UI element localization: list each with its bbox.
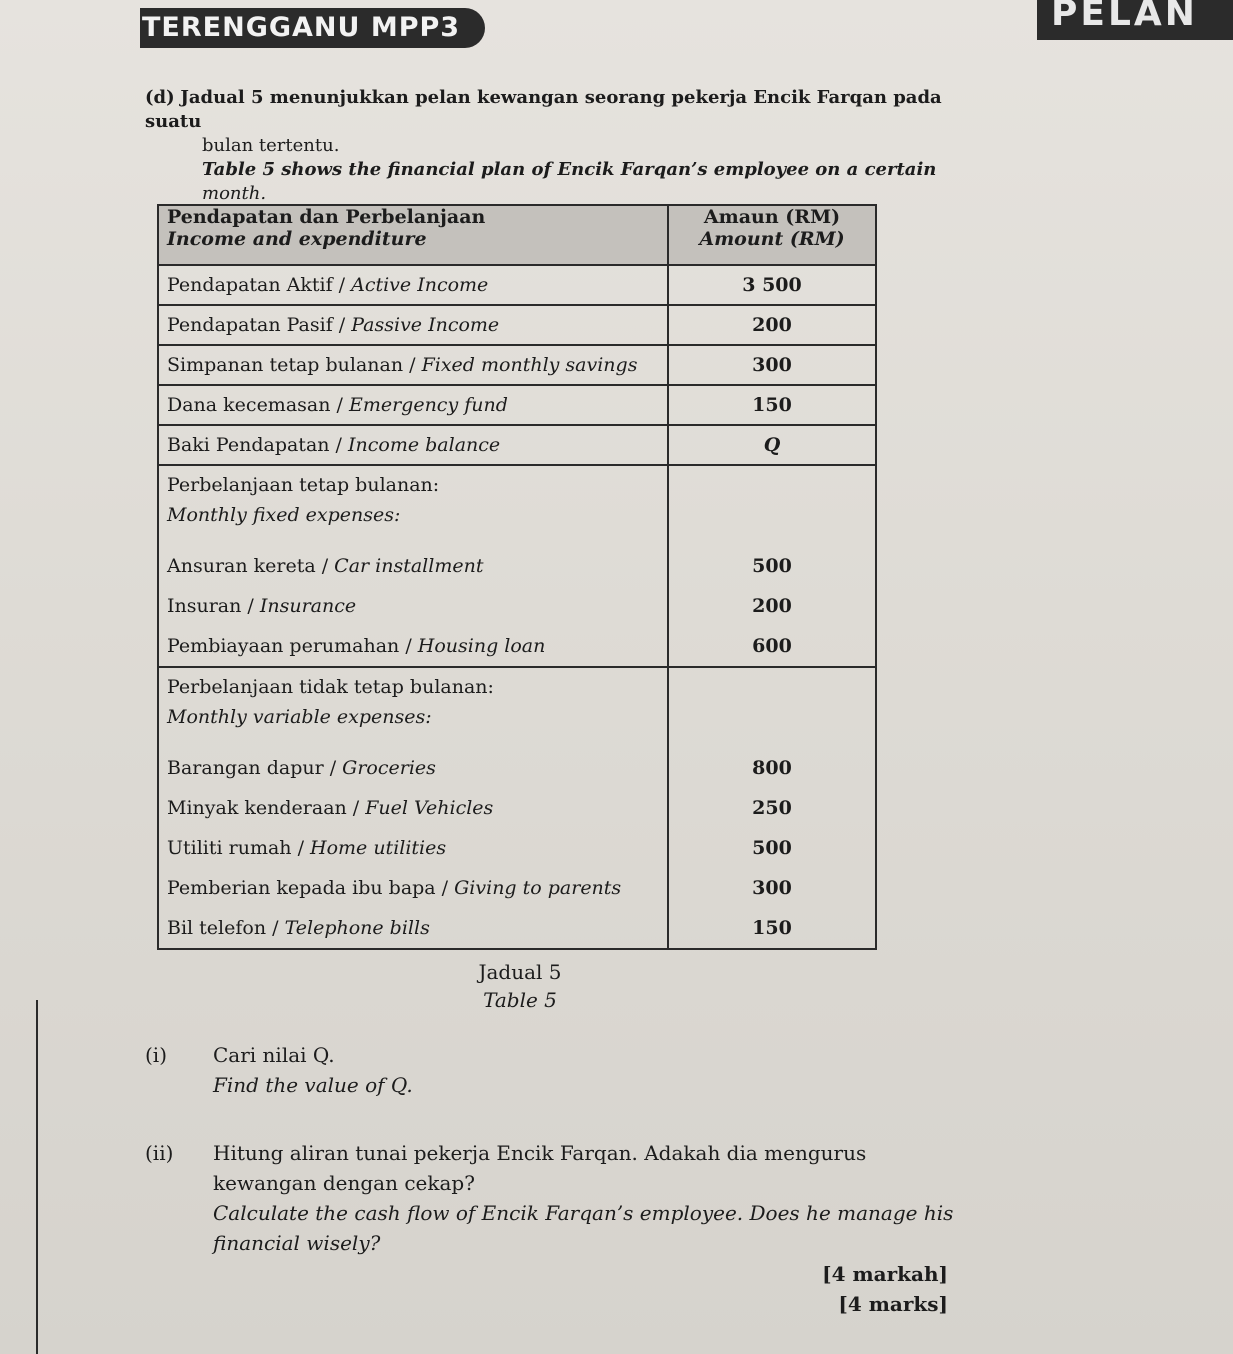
amount-value: 500 (752, 555, 792, 577)
item-malay: Pendapatan Aktif (167, 274, 333, 296)
header-section-title: PELAN (1037, 0, 1233, 40)
list-item: Minyak kenderaan / Fuel Vehicles (167, 797, 494, 819)
item-cell: Pendapatan Pasif / Passive Income (158, 305, 668, 345)
item-malay: Ansuran kereta (167, 555, 316, 577)
fixed-group-title-malay: Perbelanjaan tetap bulanan: (167, 474, 440, 496)
list-item: Ansuran kereta / Car installment (167, 555, 484, 577)
amount-value: 800 (752, 757, 792, 779)
header-amount-malay: Amaun (RM) (703, 206, 841, 228)
item-malay: Dana kecemasan (167, 394, 331, 416)
marks-english: [4 marks] (838, 1292, 948, 1316)
item-cell: Baki Pendapatan / Income balance (158, 425, 668, 465)
item-english: Fuel Vehicles (365, 797, 494, 819)
amount-cell: 150 (668, 385, 876, 425)
item-malay: Barangan dapur (167, 757, 324, 779)
header-amount-cell (668, 205, 876, 265)
header-school-title: TERENGGANU MPP3 (140, 8, 485, 48)
table-row (158, 425, 876, 465)
variable-expenses-group-row (158, 667, 876, 949)
amount-value: 300 (752, 877, 792, 899)
list-item: Bil telefon / Telephone bills (167, 917, 430, 939)
question-intro (145, 86, 975, 206)
header-amount-english: Amount (RM) (699, 228, 845, 250)
caption-malay: Jadual 5 (478, 960, 562, 984)
marks-malay: [4 markah] (822, 1262, 948, 1286)
item-english: Telephone bills (284, 917, 430, 939)
fixed-group-title-english: Monthly fixed expenses: (167, 504, 401, 526)
amount-cell: 200 (668, 305, 876, 345)
table-row (158, 345, 876, 385)
amount-value: 150 (752, 917, 792, 939)
intro-malay-line1: Jadual 5 menunjukkan pelan kewangan seorang pekerja Encik Farqan pada suatu (145, 87, 942, 132)
variable-group-title-english: Monthly variable expenses: (167, 706, 432, 728)
margin-line (36, 1000, 38, 1354)
item-malay: Bil telefon (167, 917, 267, 939)
table-header-row (158, 205, 876, 265)
financial-plan-table (157, 204, 877, 950)
intro-english-line1: Table 5 shows the financial plan of Encik Farqan’s employee on a certain (202, 159, 937, 180)
item-english: Giving to parents (454, 877, 622, 899)
amount-value: 500 (752, 837, 792, 859)
part-ii-number: (ii) (145, 1141, 174, 1165)
item-malay: Utiliti rumah (167, 837, 292, 859)
item-english: Active Income (351, 274, 489, 296)
part-ii-english: Calculate the cash flow of Encik Farqan’s employee. Does he manage his financial wisely? (213, 1201, 954, 1255)
item-english: Home utilities (310, 837, 447, 859)
part-ii-malay: Hitung aliran tunai pekerja Encik Farqan. Adakah dia mengurus kewangan dengan cekap? (213, 1141, 867, 1195)
item-english: Housing loan (417, 635, 546, 657)
item-english: Emergency fund (348, 394, 508, 416)
list-item: Utiliti rumah / Home utilities (167, 837, 447, 859)
part-i-english: Find the value of Q. (213, 1073, 413, 1097)
amount-cell: 3 500 (668, 265, 876, 305)
amount-value: 250 (752, 797, 792, 819)
intro-english-line2: month. (202, 183, 267, 204)
item-malay: Baki Pendapatan (167, 434, 330, 456)
item-english: Car installment (334, 555, 484, 577)
amount-value: 600 (752, 635, 792, 657)
item-english: Passive Income (351, 314, 500, 336)
part-i-number: (i) (145, 1043, 168, 1067)
table-row (158, 265, 876, 305)
fixed-expenses-group-row (158, 465, 876, 667)
amount-cell-q: Q (668, 425, 876, 465)
header-item-malay: Pendapatan dan Perbelanjaan (167, 206, 486, 228)
fixed-expenses-amounts (668, 465, 876, 667)
caption-english: Table 5 (483, 988, 557, 1012)
item-malay: Simpanan tetap bulanan (167, 354, 404, 376)
question-label: (d) (145, 87, 175, 108)
item-malay: Pembiayaan perumahan (167, 635, 400, 657)
list-item: Pembiayaan perumahan / Housing loan (167, 635, 546, 657)
table-row (158, 305, 876, 345)
item-cell: Pendapatan Aktif / Active Income (158, 265, 668, 305)
item-cell: Simpanan tetap bulanan / Fixed monthly savings (158, 345, 668, 385)
fixed-expenses-items (158, 465, 668, 667)
item-malay: Insuran (167, 595, 242, 617)
amount-cell: 300 (668, 345, 876, 385)
amount-value: 200 (752, 595, 792, 617)
part-i-malay: Cari nilai Q. (213, 1043, 335, 1067)
item-malay: Minyak kenderaan (167, 797, 347, 819)
table-caption (0, 958, 1040, 1014)
list-item: Barangan dapur / Groceries (167, 757, 436, 779)
item-english: Fixed monthly savings (421, 354, 638, 376)
header-item-cell (158, 205, 668, 265)
item-malay: Pendapatan Pasif (167, 314, 333, 336)
intro-malay-line2: bulan tertentu. (202, 135, 340, 156)
list-item: Insuran / Insurance (167, 595, 357, 617)
item-english: Insurance (259, 595, 357, 617)
item-malay: Pemberian kepada ibu bapa (167, 877, 436, 899)
item-cell: Dana kecemasan / Emergency fund (158, 385, 668, 425)
variable-expenses-items (158, 667, 668, 949)
item-english: Income balance (348, 434, 501, 456)
header-item-english: Income and expenditure (167, 228, 427, 250)
list-item: Pemberian kepada ibu bapa / Giving to parents (167, 877, 622, 899)
variable-group-title-malay: Perbelanjaan tidak tetap bulanan: (167, 676, 494, 698)
table-row (158, 385, 876, 425)
item-english: Groceries (342, 757, 436, 779)
variable-expenses-amounts (668, 667, 876, 949)
